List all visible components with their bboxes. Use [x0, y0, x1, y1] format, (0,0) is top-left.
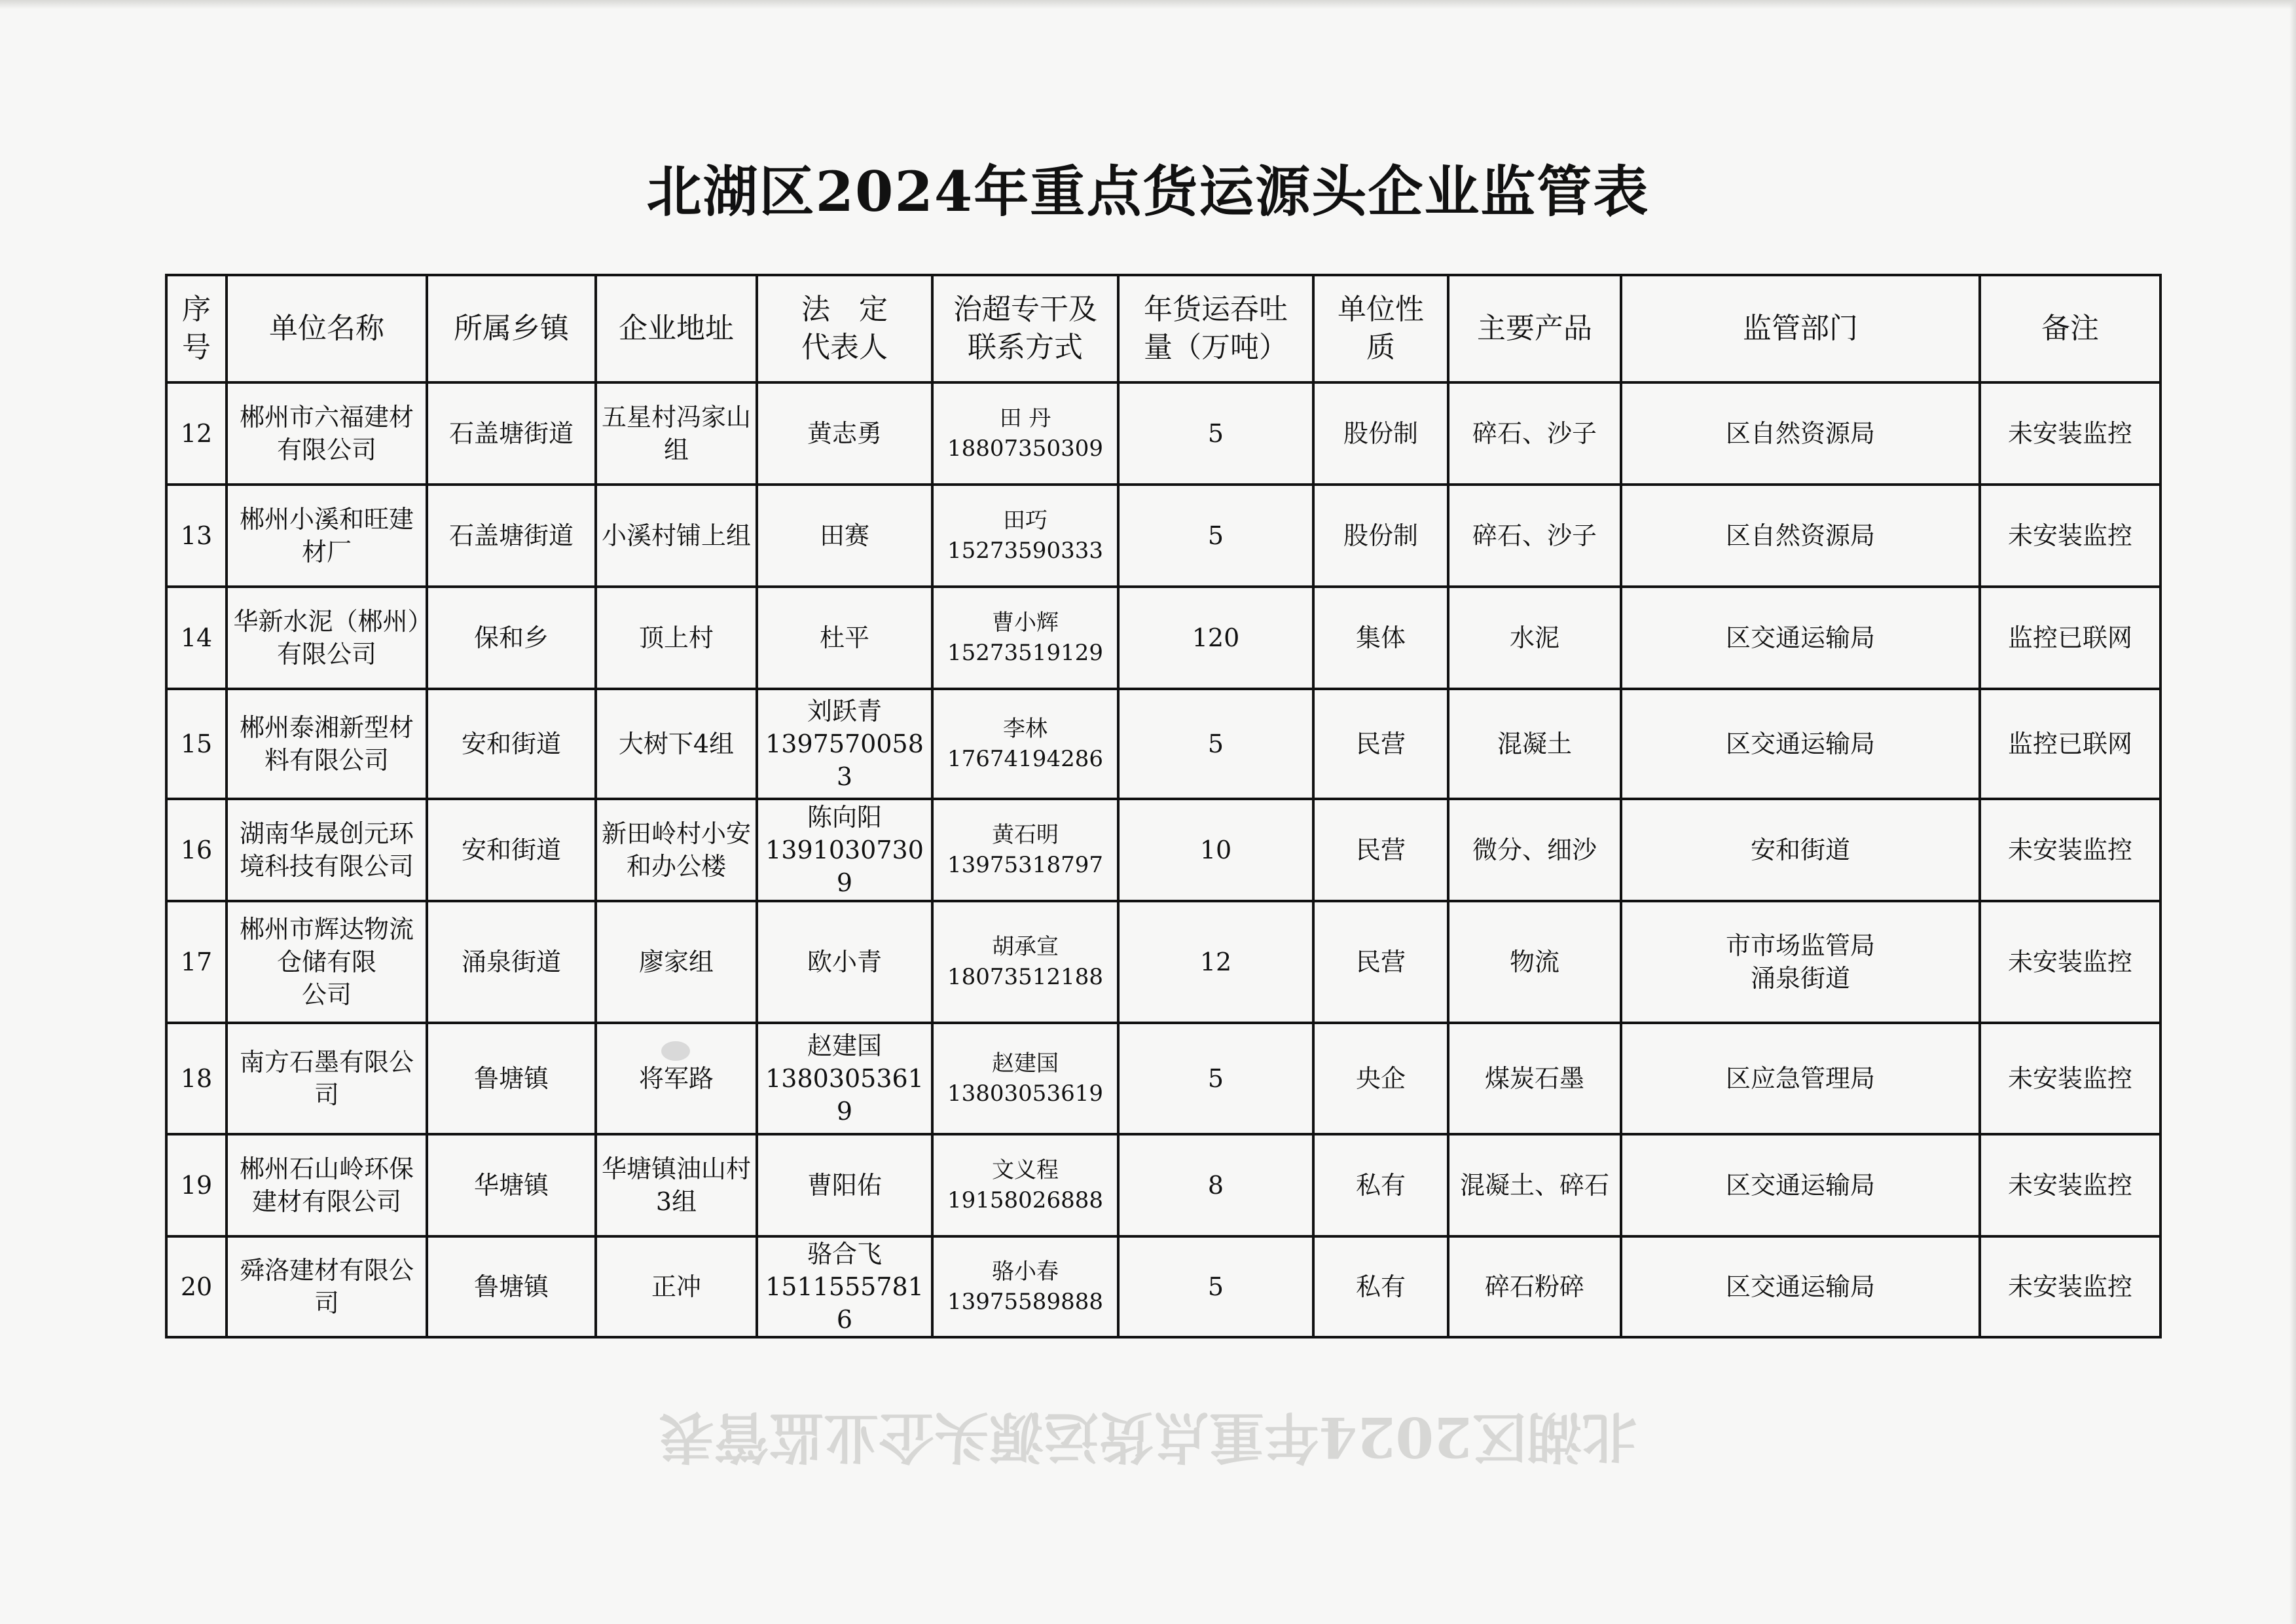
cell-nature: 民营 — [1313, 689, 1448, 799]
cell-legal-rep: 杜平 — [757, 587, 932, 689]
table-row — [166, 485, 2160, 587]
cell-legal-rep: 刘跃青 13975700583 — [757, 689, 932, 799]
cell-product: 混凝土、碎石 — [1448, 1134, 1621, 1236]
cell-volume: 5 — [1118, 689, 1313, 799]
cell-legal-rep: 赵建国 13803053619 — [757, 1023, 932, 1134]
cell-company-name: 华新水泥（郴州）有限公司 — [227, 587, 427, 689]
scan-smudge — [661, 1041, 690, 1061]
cell-nature: 股份制 — [1313, 382, 1448, 485]
header-legal-rep: 法 定 代表人 — [757, 275, 932, 382]
contact-name: 胡承宣 — [992, 934, 1059, 960]
contact-name: 曹小辉 — [992, 610, 1059, 636]
table-row — [166, 1023, 2160, 1134]
cell-nature: 央企 — [1313, 1023, 1448, 1134]
header-contact: 治超专干及 联系方式 — [932, 275, 1118, 382]
table-header-row — [166, 275, 2160, 382]
cell-department: 区交通运输局 — [1621, 587, 1980, 689]
cell-no: 19 — [166, 1134, 227, 1236]
contact-name: 田巧 — [1003, 507, 1048, 534]
cell-town: 石盖塘街道 — [427, 485, 596, 587]
table-row — [166, 1134, 2160, 1236]
contact-name: 文义程 — [992, 1157, 1059, 1183]
cell-department: 区自然资源局 — [1621, 382, 1980, 485]
cell-legal-rep: 黄志勇 — [757, 382, 932, 485]
cell-contact — [932, 1236, 1118, 1337]
table-row — [166, 799, 2160, 901]
cell-town: 安和街道 — [427, 689, 596, 799]
cell-contact — [932, 1134, 1118, 1236]
cell-department: 区交通运输局 — [1621, 1134, 1980, 1236]
cell-address: 顶上村 — [596, 587, 757, 689]
cell-legal-rep: 曹阳佑 — [757, 1134, 932, 1236]
cell-town: 安和街道 — [427, 799, 596, 901]
table-body — [166, 382, 2160, 1337]
contact-phone: 15273590333 — [947, 538, 1103, 564]
enterprise-supervision-table — [165, 274, 2162, 1338]
header-department: 监管部门 — [1621, 275, 1980, 382]
cell-product: 微分、细沙 — [1448, 799, 1621, 901]
cell-company-name: 湖南华晟创元环境科技有限公司 — [227, 799, 427, 901]
cell-contact — [932, 485, 1118, 587]
bleed-through-title: 北湖区2024年重点货运源头企业监管表 — [659, 1405, 1637, 1469]
cell-company-name: 郴州小溪和旺建材厂 — [227, 485, 427, 587]
cell-town: 鲁塘镇 — [427, 1236, 596, 1337]
header-address: 企业地址 — [596, 275, 757, 382]
cell-contact — [932, 1023, 1118, 1134]
header-note: 备注 — [1980, 275, 2160, 382]
cell-address: 五星村冯家山组 — [596, 382, 757, 485]
contact-name: 李林 — [1003, 716, 1048, 742]
cell-address: 华塘镇油山村3组 — [596, 1134, 757, 1236]
cell-product: 水泥 — [1448, 587, 1621, 689]
cell-note: 未安装监控 — [1980, 901, 2160, 1023]
cell-nature: 民营 — [1313, 901, 1448, 1023]
contact-name: 黄石明 — [992, 822, 1059, 848]
cell-department: 安和街道 — [1621, 799, 1980, 901]
cell-contact — [932, 901, 1118, 1023]
cell-legal-rep: 欧小青 — [757, 901, 932, 1023]
table-row — [166, 689, 2160, 799]
table-row — [166, 1236, 2160, 1337]
table-row — [166, 587, 2160, 689]
cell-nature: 股份制 — [1313, 485, 1448, 587]
cell-town: 华塘镇 — [427, 1134, 596, 1236]
cell-volume: 12 — [1118, 901, 1313, 1023]
cell-contact — [932, 799, 1118, 901]
cell-no: 12 — [166, 382, 227, 485]
cell-address: 正冲 — [596, 1236, 757, 1337]
cell-legal-rep: 田赛 — [757, 485, 932, 587]
cell-nature: 集体 — [1313, 587, 1448, 689]
cell-nature: 民营 — [1313, 799, 1448, 901]
header-no: 序号 — [166, 275, 227, 382]
cell-product: 碎石、沙子 — [1448, 382, 1621, 485]
cell-department: 区交通运输局 — [1621, 689, 1980, 799]
cell-legal-rep: 陈向阳 13910307309 — [757, 799, 932, 901]
cell-no: 18 — [166, 1023, 227, 1134]
cell-address: 新田岭村小安和办公楼 — [596, 799, 757, 901]
cell-town: 石盖塘街道 — [427, 382, 596, 485]
cell-no: 13 — [166, 485, 227, 587]
cell-no: 14 — [166, 587, 227, 689]
cell-contact — [932, 382, 1118, 485]
cell-product: 碎石粉碎 — [1448, 1236, 1621, 1337]
header-product: 主要产品 — [1448, 275, 1621, 382]
cell-note: 未安装监控 — [1980, 1023, 2160, 1134]
scan-edge-shadow-top — [0, 0, 2296, 9]
document-title: 北湖区2024年重点货运源头企业监管表 — [646, 159, 1650, 224]
cell-no: 15 — [166, 689, 227, 799]
cell-volume: 5 — [1118, 1236, 1313, 1337]
cell-nature: 私有 — [1313, 1236, 1448, 1337]
cell-product: 混凝土 — [1448, 689, 1621, 799]
contact-phone: 19158026888 — [947, 1187, 1103, 1213]
header-town: 所属乡镇 — [427, 275, 596, 382]
cell-note: 未安装监控 — [1980, 485, 2160, 587]
header-volume: 年货运吞吐 量（万吨） — [1118, 275, 1313, 382]
cell-address: 将军路 — [596, 1023, 757, 1134]
cell-no: 20 — [166, 1236, 227, 1337]
cell-volume: 8 — [1118, 1134, 1313, 1236]
cell-no: 16 — [166, 799, 227, 901]
contact-name: 赵建国 — [992, 1050, 1059, 1077]
cell-volume: 5 — [1118, 1023, 1313, 1134]
cell-volume: 120 — [1118, 587, 1313, 689]
contact-name: 田 丹 — [999, 405, 1051, 432]
cell-company-name: 郴州市辉达物流仓储有限 公司 — [227, 901, 427, 1023]
cell-note: 未安装监控 — [1980, 382, 2160, 485]
cell-town: 鲁塘镇 — [427, 1023, 596, 1134]
table-row — [166, 382, 2160, 485]
cell-product: 煤炭石墨 — [1448, 1023, 1621, 1134]
cell-legal-rep: 骆合飞 15115557816 — [757, 1236, 932, 1337]
cell-company-name: 南方石墨有限公司 — [227, 1023, 427, 1134]
contact-phone: 18073512188 — [947, 964, 1103, 990]
cell-department: 区交通运输局 — [1621, 1236, 1980, 1337]
cell-contact — [932, 689, 1118, 799]
cell-company-name: 郴州泰湘新型材料有限公司 — [227, 689, 427, 799]
cell-company-name: 郴州市六福建材有限公司 — [227, 382, 427, 485]
cell-department: 市市场监管局 涌泉街道 — [1621, 901, 1980, 1023]
contact-phone: 18807350309 — [947, 435, 1103, 462]
cell-volume: 5 — [1118, 382, 1313, 485]
scan-edge-shadow-right — [2289, 0, 2296, 1624]
cell-note: 未安装监控 — [1980, 1236, 2160, 1337]
cell-town: 涌泉街道 — [427, 901, 596, 1023]
cell-product: 物流 — [1448, 901, 1621, 1023]
contact-phone: 17674194286 — [947, 746, 1103, 772]
contact-phone: 13975589888 — [947, 1289, 1103, 1315]
cell-volume: 5 — [1118, 485, 1313, 587]
cell-note: 监控已联网 — [1980, 689, 2160, 799]
table-row — [166, 901, 2160, 1023]
cell-no: 17 — [166, 901, 227, 1023]
cell-product: 碎石、沙子 — [1448, 485, 1621, 587]
cell-note: 未安装监控 — [1980, 1134, 2160, 1236]
cell-address: 小溪村铺上组 — [596, 485, 757, 587]
cell-company-name: 舜洛建材有限公司 — [227, 1236, 427, 1337]
cell-note: 监控已联网 — [1980, 587, 2160, 689]
cell-address: 大树下4组 — [596, 689, 757, 799]
cell-address: 廖家组 — [596, 901, 757, 1023]
cell-town: 保和乡 — [427, 587, 596, 689]
cell-company-name: 郴州石山岭环保建材有限公司 — [227, 1134, 427, 1236]
cell-department: 区自然资源局 — [1621, 485, 1980, 587]
cell-note: 未安装监控 — [1980, 799, 2160, 901]
cell-volume: 10 — [1118, 799, 1313, 901]
cell-department: 区应急管理局 — [1621, 1023, 1980, 1134]
header-nature: 单位性 质 — [1313, 275, 1448, 382]
cell-contact — [932, 587, 1118, 689]
contact-phone: 13803053619 — [947, 1080, 1103, 1107]
cell-nature: 私有 — [1313, 1134, 1448, 1236]
contact-phone: 13975318797 — [947, 852, 1103, 878]
contact-name: 骆小春 — [992, 1259, 1059, 1285]
contact-phone: 15273519129 — [947, 640, 1103, 666]
header-company-name: 单位名称 — [227, 275, 427, 382]
